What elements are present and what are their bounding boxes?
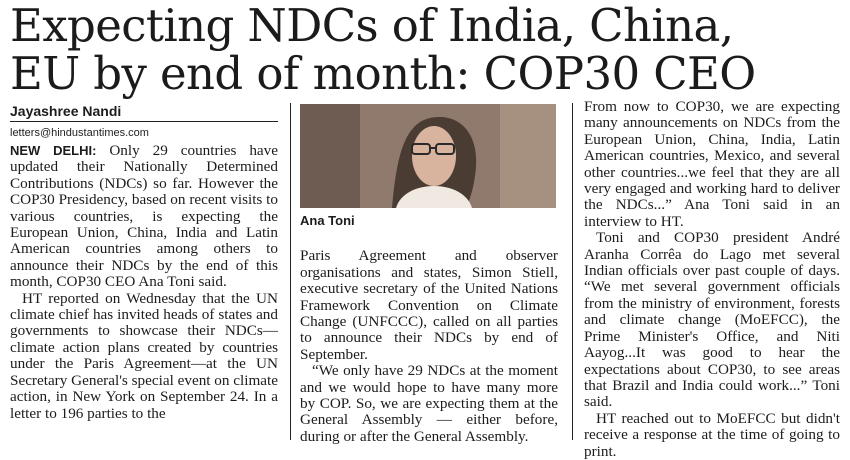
paragraph: From now to COP30, we are expecting many announcements on NDCs from the European Union, China, India, Latin American countries, Mexico, and several other countries...we feel that they are all very engaged and working hard to deliver the NDCs...” Ana Toni said in an interview to HT. (584, 98, 840, 230)
paragraph-text: Only 29 countries have updated their Nationally Determined Contributions (NDCs) so far. However the COP30 Presidency, based on recent visits to various countries, is expecting the European Union, China, India and Latin American countries among others to announce their NDCs by the end of this month, COP30 CEO Ana Toni said. (10, 142, 278, 291)
paragraph: HT reported on Wednesday that the UN climate chief has invited heads of states and governments to showcase their NDCs—climate action plans created by countries under the Paris Agreement—at the UN Secretary General's special event on climate action, in New York on September 24. In a letter to 196 parties to the (10, 289, 278, 422)
paragraph: “We only have 29 NDCs at the moment and we would hope to have many more by COP. So, we are expecting them at the General Assembly — either before, during or after the General Assembly. (300, 362, 558, 445)
portrait-photo (300, 104, 556, 208)
paragraph: Toni and COP30 president André Aranha Corrêa do Lago met several Indian officials over past couple of days. “We met several government officials from the ministry of environment, forests and climate change (MoEFCC), the Prime Minister's Office, and Niti Aayog...It was good to hear the expectations about COP30, to see areas that Brazil and India could work...” Toni said. (584, 229, 840, 411)
headline-line-1: Expecting NDCs of India, China, (10, 0, 734, 52)
column-1 (10, 103, 278, 422)
paragraph: Paris Agreement and observer organisations and states, Simon Stiell, executive secretary of the United Nations Framework Convention on Climate Change (UNFCCC), called on all parties to announce their NDCs by end of September. (300, 247, 558, 363)
headline-line-2: EU by end of month: COP30 CEO (10, 47, 756, 100)
byline-rule (10, 121, 278, 122)
column-rule-left (290, 103, 291, 440)
photo-caption: Ana Toni (300, 213, 355, 228)
column-2 (300, 103, 558, 445)
column-3 (584, 99, 840, 460)
dateline: NEW DELHI: (10, 143, 97, 158)
paragraph (10, 143, 278, 291)
byline-email: letters@hindustantimes.com (10, 127, 149, 139)
paragraph: HT reached out to MoEFCC but didn't receive a response at the time of going to print. (584, 409, 840, 460)
headline (10, 2, 845, 98)
portrait-illustration (300, 104, 556, 208)
byline: Jayashree Nandi (10, 103, 122, 119)
column-rule-right (572, 103, 573, 440)
